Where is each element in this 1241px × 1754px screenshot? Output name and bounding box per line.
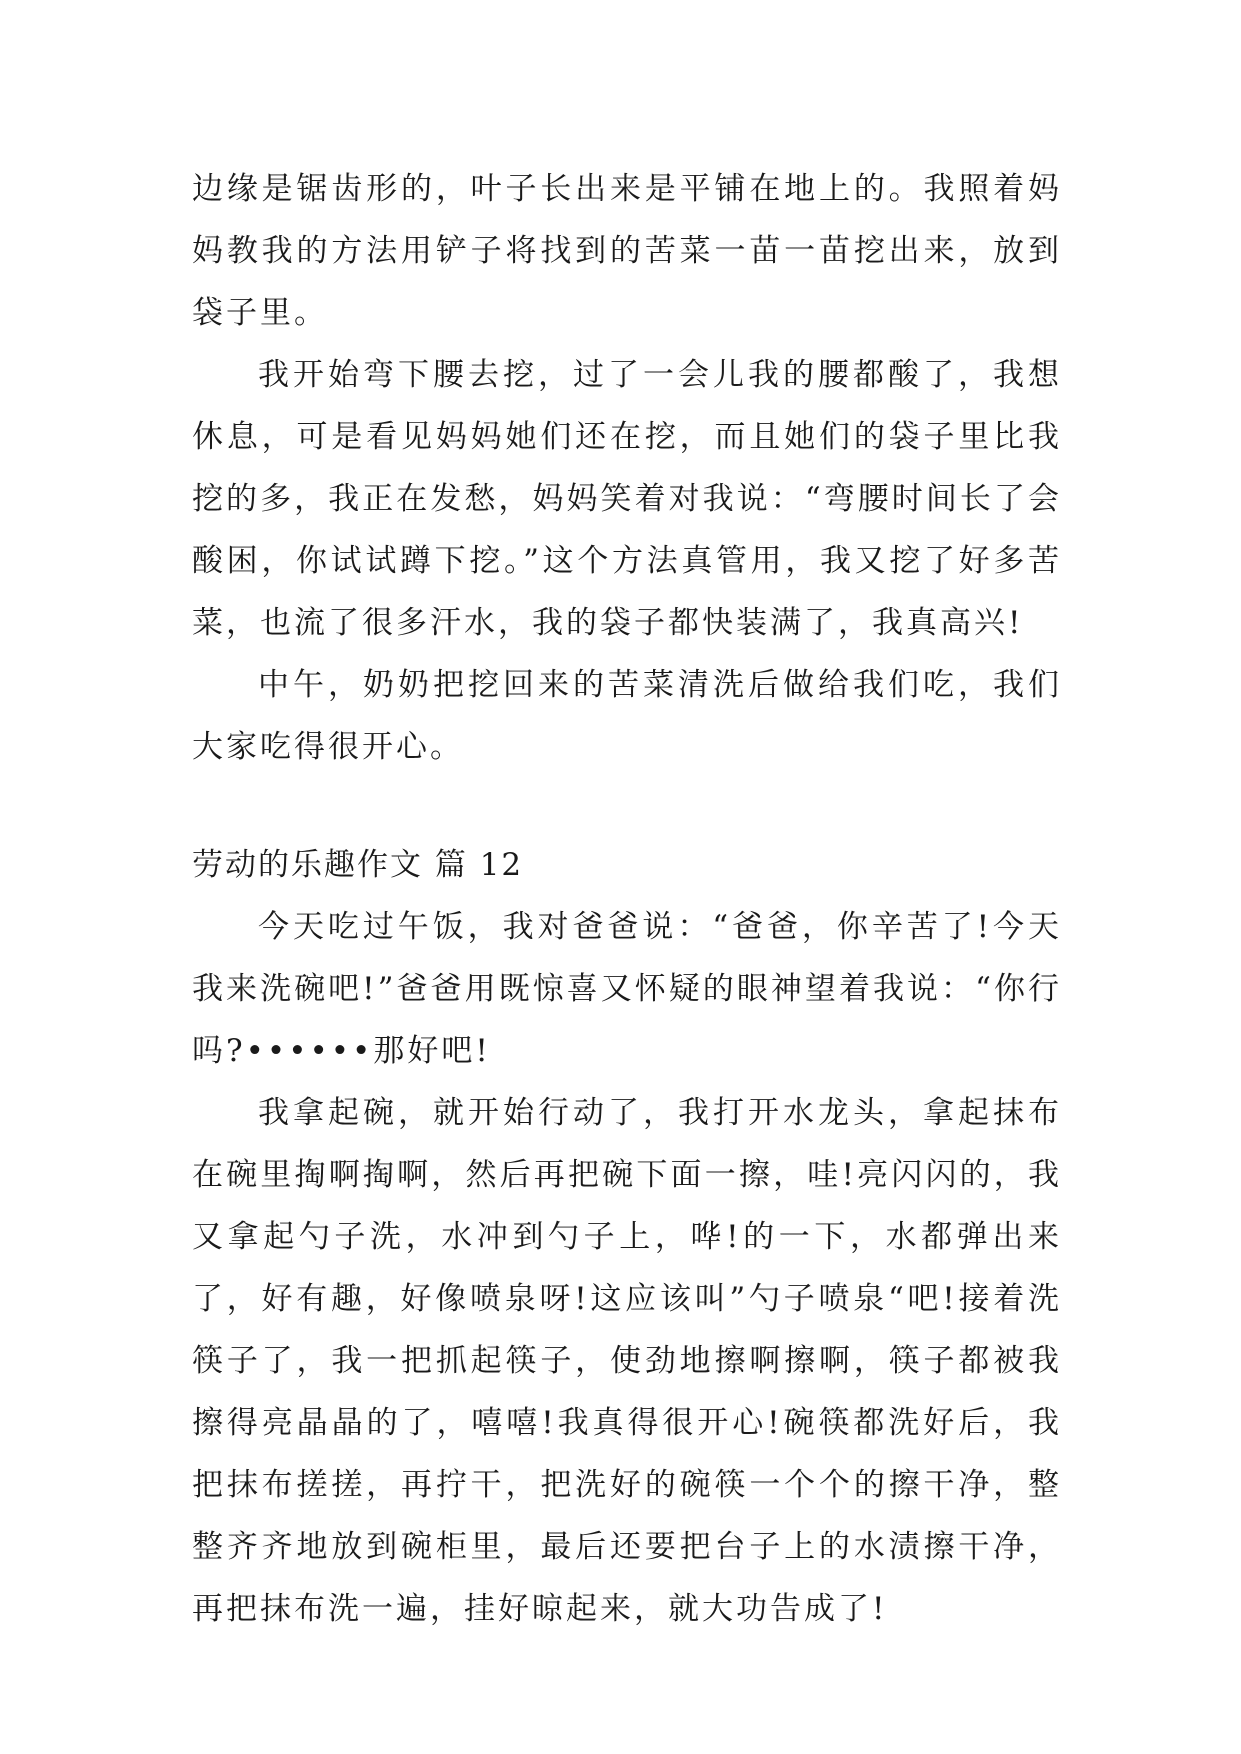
section-title: 劳动的乐趣作文 篇 12 [192,847,524,883]
document-body [192,158,1062,1640]
paragraph: 中午，奶奶把挖回来的苦菜清洗后做给我们吃，我们大家吃得很开心。 [192,667,1062,765]
paragraph: 我拿起碗，就开始行动了，我打开水龙头，拿起抹布在碗里掏啊掏啊，然后再把碗下面一擦，哇!亮闪闪的，我又拿起勺子洗，水冲到勺子上，哗!的一下，水都弹出来了，好有趣，好像喷泉呀!这应该叫”勺子喷泉“吧!接着洗筷子了，我一把抓起筷子，使劲地擦啊擦啊，筷子都被我擦得亮晶晶的了，嘻嘻!我真得很开心!碗筷都洗好后，我把抹布搓搓，再拧干，把洗好的碗筷一个个的擦干净，整整齐齐地放到碗柜里，最后还要把台子上的水渍擦干净，再把抹布洗一遍，挂好晾起来，就大功告成了! [192,1095,1062,1627]
paragraph: 今天吃过午饭，我对爸爸说：“爸爸，你辛苦了!今天我来洗碗吧!”爸爸用既惊喜又怀疑的眼神望着我说：“你行吗?••••••那好吧! [192,909,1062,1069]
paragraph: 边缘是锯齿形的，叶子长出来是平铺在地上的。我照着妈妈教我的方法用铲子将找到的苦菜一苗一苗挖出来，放到袋子里。 [192,171,1062,331]
paragraph: 我开始弯下腰去挖，过了一会儿我的腰都酸了，我想休息，可是看见妈妈她们还在挖，而且她们的袋子里比我挖的多，我正在发愁，妈妈笑着对我说：“弯腰时间长了会酸困，你试试蹲下挖。”这个方法真管用，我又挖了好多苦菜，也流了很多汗水，我的袋子都快装满了，我真高兴! [192,357,1062,641]
